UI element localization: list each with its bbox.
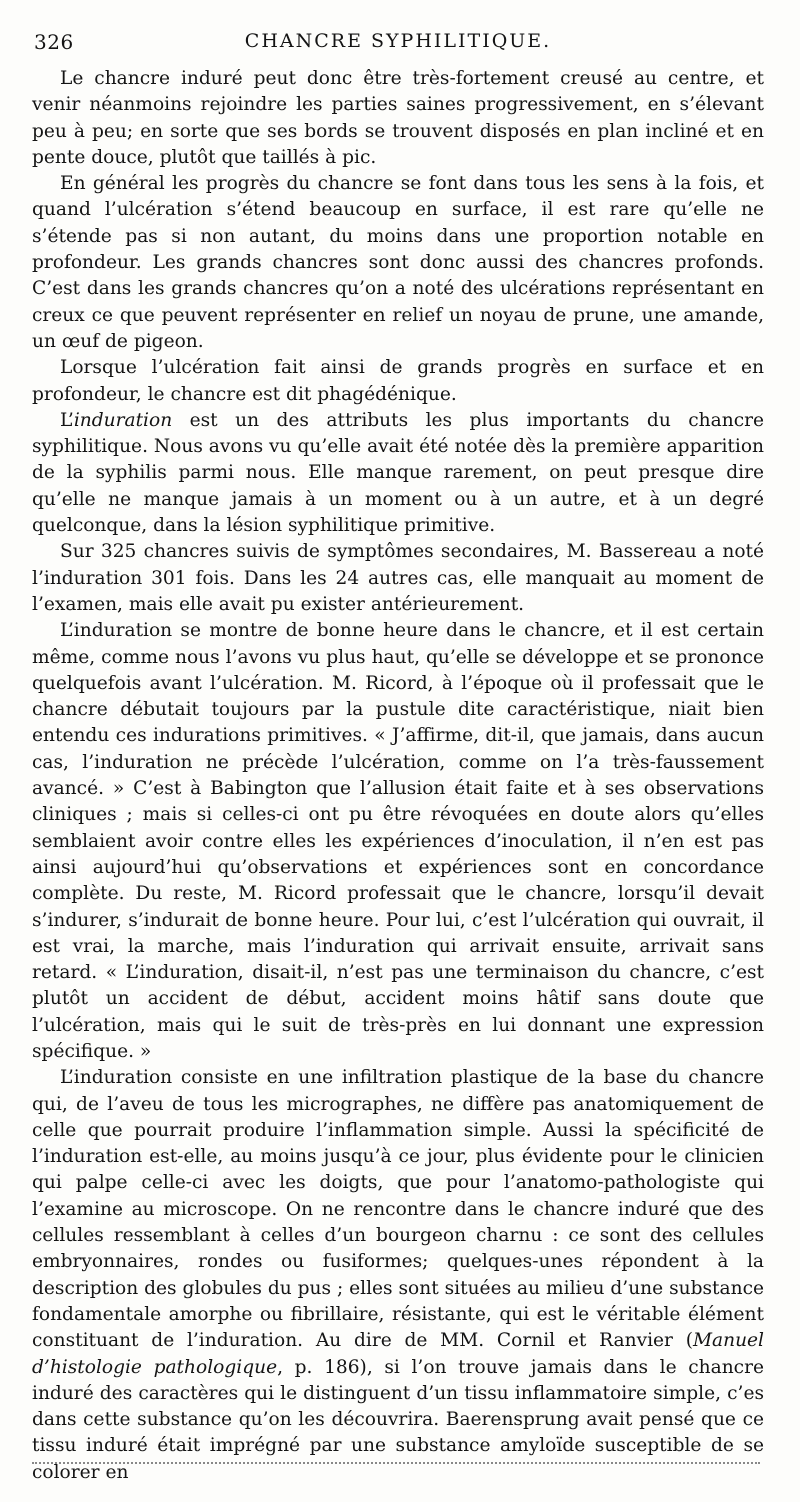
paragraph: En général les progrès du chancre se font dans tous les sens à la fois, et quand l’ulcération s’étend beaucoup en surface, il est rare qu’elle ne s’étende pas si non autant, du moins dans une proportion notable en profondeur. Les grands chancres sont donc aussi des chancres profonds. C’est dans les grands chancres qu’on a noté des ulcérations représentant en creux ce que peuvent représenter en relief un noyau de prune, une amande, un œuf de pigeon. <box>32 173 764 352</box>
paragraph: Lorsque l’ulcération fait ainsi de grands progrès en surface et en profondeur, le chancre est dit phagédénique. <box>32 357 764 405</box>
paragraph-lead: L’ <box>60 409 74 431</box>
paragraph-text: est un des attributs les plus importants du chancre syphilitique. Nous avons vu qu’elle avait été notée dès la première apparition de la syphilis parmi nous. Elle manque rarement, on peut presque dire qu’elle ne manque jamais à un moment ou à un autre, et à un degré quelconque, dans la lésion syphilitique primitive. <box>32 409 764 537</box>
italic-book-title: Manuel d’histologie pathologique <box>32 1330 764 1378</box>
footer-dotted-rule <box>32 1462 760 1464</box>
paragraph-induration <box>32 408 764 539</box>
paragraph-histology <box>32 1065 764 1486</box>
paragraph: L’induration se montre de bonne heure dans le chancre, et il est certain même, comme nous l’avons vu plus haut, qu’elle se développe et se prononce quelquefois avant l’ulcération. M. Ricord, à l’époque où il professait que le chancre débutait toujours par la pustule dite caractéristique, niait bien entendu ces indurations primitives. « J’affirme, dit-il, que jamais, dans aucun cas, l’induration ne précède l’ulcération, comme on l’a très-faussement avancé. » C’est à Babington que l’allusion était faite et à ses observations cliniques ; mais si celles-ci ont pu être révoquées en doute alors qu’elles semblaient avoir contre elles les expériences d’inoculation, il n’en est pas ainsi aujourd’hui qu’observations et expériences sont en concordance complète. Du reste, M. Ricord professait que le chancre, lorsqu’il devait s’indurer, s’indurait de bonne heure. Pour lui, c’est l’ulcération qui ouvrait, il est vrai, la marche, mais l’induration qui arrivait ensuite, arrivait sans retard. « L’induration, disait-il, n’est pas une terminaison du chancre, c’est plutôt un accident de début, accident moins hâtif sans doute que l’ulcération, mais qui le suit de très-près en lui donnant une expression spécifique. » <box>32 620 764 1062</box>
paragraph: Sur 325 chancres suivis de symptômes secondaires, M. Bassereau a noté l’induration 301 fois. Dans les 24 autres cas, elle manquait au moment de l’examen, mais elle avait pu exister antérieurement. <box>32 541 764 615</box>
italic-term: induration <box>73 409 173 431</box>
paragraph-text: , p. 186), si l’on trouve jamais dans le chancre induré des caractères qui le distinguent d’un tissu inflammatoire simple, c’es dans cette substance qu’on les découvrira. Baerensprung avait pensé que ce tissu induré était imprégné par une substance amyloïde susceptible de se colorer en <box>32 1356 764 1483</box>
page-header <box>30 28 766 58</box>
running-title: CHANCRE SYPHILITIQUE. <box>244 30 552 52</box>
page-body <box>32 66 764 1486</box>
page-number: 326 <box>34 30 74 54</box>
paragraph: Le chancre induré peut donc être très-fortement creusé au centre, et venir néanmoins rejoindre les parties saines progressivement, en s’élevant peu à peu; en sorte que ses bords se trouvent disposés en plan incliné et en pente douce, plutôt que taillés à pic. <box>32 68 764 168</box>
paragraph-text: L’induration consiste en une infiltration plastique de la base du chancre qui, de l’aveu de tous les micrographes, ne diffère pas anatomiquement de celle que pourrait produire l’inflammation simple. Aussi la spécificité de l’induration est-elle, au moins jusqu’à ce jour, plus évidente pour le clinicien qui palpe celle-ci avec les doigts, que pour l’anatomo-pathologiste qui l’examine au microscope. On ne rencontre dans le chancre induré que des cellules ressemblant à celles d’un bourgeon charnu : ce sont des cellules embryonnaires, rondes ou fusiformes; quelques-unes répondent à la description des globules du pus ; elles sont situées au milieu d’une substance fondamentale amorphe ou fibrillaire, résistante, qui est le véritable élément constituant de l’induration. Au dire de MM. Cornil et Ranvier ( <box>32 1067 764 1352</box>
